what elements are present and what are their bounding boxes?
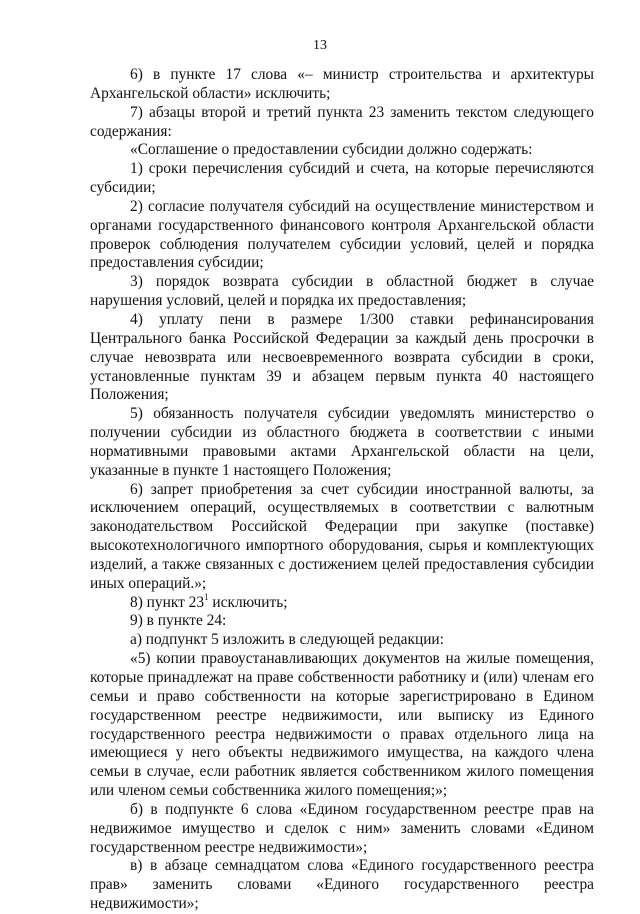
paragraph-agreement-intro: «Соглашение о предоставлении субсидии должно содержать: (130, 141, 533, 159)
paragraph-item-8 (90, 591, 594, 613)
paragraph-item-9: 9) в пункте 24: (130, 612, 227, 630)
page-number: 13 (313, 38, 327, 53)
paragraph-subitem-a: а) подпункт 5 изложить в следующей редакции: (130, 631, 444, 649)
item-8-superscript: 1 (204, 591, 209, 602)
paragraph-item-7: 7) абзацы второй и третий пункта 23 заменить текстом следующего содержания: (90, 103, 594, 140)
paragraph-subitem-4: 4) уплату пени в размере 1/300 ставки рефинансирования Центрального банка Российской Федерации за каждый день просрочки в случае невозврата или несвоевременного возврата субсидии в сроки, установленные пунктам 39 и абзацем первым пункта 40 настоящего Положения; (90, 310, 594, 404)
item-8-before: 8) пункт 23 (130, 593, 205, 611)
item-8-after: исключить; (208, 593, 288, 611)
paragraph-subitem-2: 2) согласие получателя субсидий на осуществление министерством и органами государственного финансового контроля Архангельской области проверок соблюдения получателем субсидии условий, целей и порядка предоставления субсидии; (90, 197, 594, 272)
document-body (90, 66, 594, 914)
paragraph-subitem-v: в) в абзаце семнадцатом слова «Единого государственного реестра прав» заменить словами «Единого государственного реестра недвижимости»; (90, 857, 594, 913)
paragraph-subitem-6: 6) запрет приобретения за счет субсидии иностранной валюты, за исключением операций, осуществляемых в соответствии с валютным законодательством Российской Федерации при закупке (поставке) высокотехнологичного импортного оборудования, сырья и комплектующих изделий, а также связанных с достижением целей предоставления субсидии иных операций.»; (90, 480, 594, 592)
paragraph-subitem-b: б) в подпункте 6 слова «Едином государственном реестре прав на недвижимое имущество и сделок с ним» заменить словами «Едином государственном реестре недвижимости»; (90, 800, 594, 856)
paragraph-subitem-1: 1) сроки перечисления субсидий и счета, на которые перечисляются субсидии; (90, 160, 594, 197)
paragraph-quote-5: «5) копии правоустанавливающих документов на жилые помещения, которые принадлежат на праве собственности работнику и (или) членам его семьи и право собственности на которые зарегистрировано в Едином государственном реестре недвижимости, или выписку из Единого государственного реестра недвижимости о правах отдельного лица на имеющиеся у него объекты недвижимого имущества, на каждого члена семьи в случае, если работник является собственником жилого помещения или членом семьи собственника жилого помещения;»; (90, 650, 594, 800)
paragraph-subitem-5: 5) обязанность получателя субсидии уведомлять министерство о получении субсидии из областного бюджета в соответствии с иными нормативными правовыми актами Архангельской области на цели, указанные в пункте 1 настоящего Положения; (90, 405, 594, 479)
paragraph-subitem-3: 3) порядок возврата субсидии в областной бюджет в случае нарушения условий, целей и порядка их предоставления; (90, 273, 594, 310)
paragraph-item-6: 6) в пункте 17 слова «– министр строительства и архитектуры Архангельской области» исключить; (90, 66, 594, 102)
